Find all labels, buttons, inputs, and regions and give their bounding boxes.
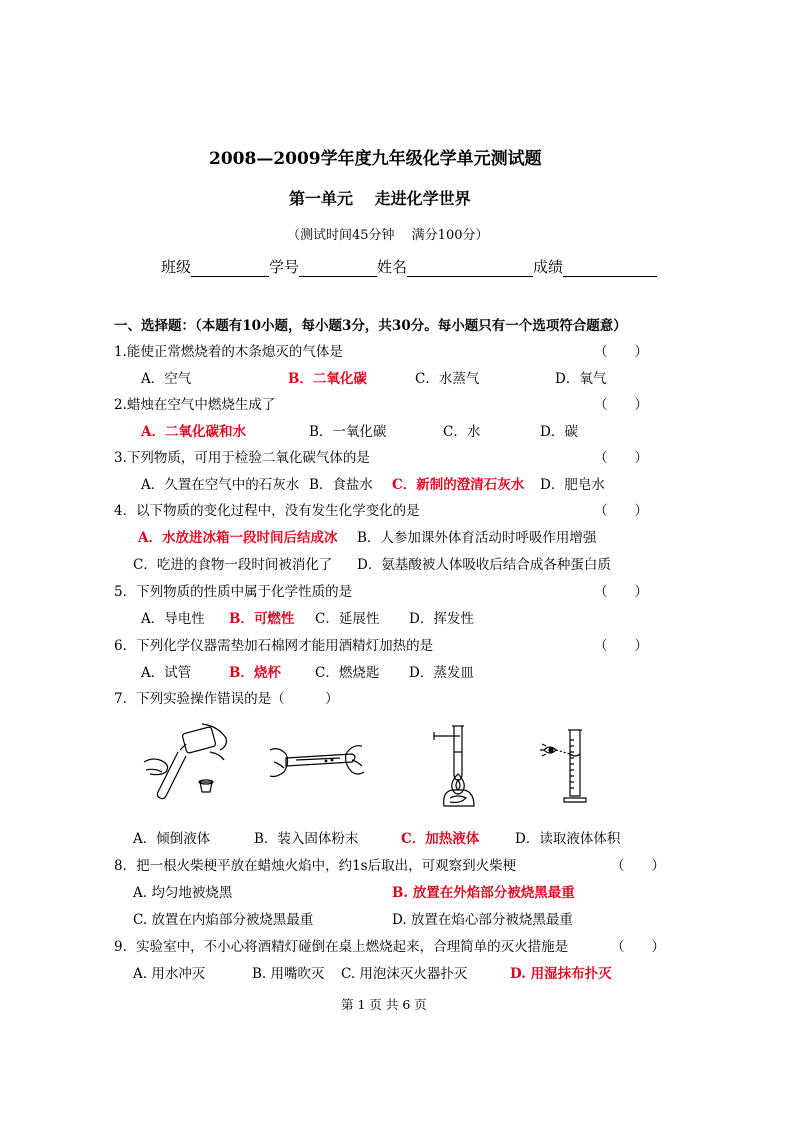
q9-option-c: C. 用泡沫灭火器扑灭	[341, 966, 468, 982]
student-info-line	[161, 256, 657, 277]
q6-option-b-correct: B．烧杯	[229, 665, 281, 681]
q4-option-d: D．氨基酸被人体吸收后结合成各种蛋白质	[357, 557, 611, 573]
q3-option-b: B．食盐水	[309, 477, 373, 493]
field-score-label: 成绩	[533, 258, 564, 276]
q6-option-a: A．试管	[141, 665, 192, 681]
q2-option-a-correct: A．二氧化碳和水	[141, 424, 246, 440]
q5-option-d: D．挥发性	[409, 611, 474, 627]
score-blank[interactable]	[563, 261, 657, 277]
q1-stem: 1.能使正常燃烧着的木条熄灭的气体是	[114, 344, 343, 360]
q1-option-a: A．空气	[141, 371, 192, 387]
q8-option-d: D. 放置在焰心部分被烧黑最重	[392, 912, 573, 928]
q1-option-d: D．氧气	[555, 371, 607, 387]
q9-option-d-correct: D. 用湿抹布扑灭	[510, 966, 612, 982]
q6-option-c: C．燃烧匙	[315, 665, 380, 681]
q5-stem: 5．下列物质的性质中属于化学性质的是	[114, 584, 353, 600]
heating-liquid-illustration	[430, 722, 490, 808]
q5-option-b-correct: B．可燃性	[229, 611, 295, 627]
q3-option-a: A．久置在空气中的石灰水	[141, 477, 300, 493]
q4-option-c: C．吃进的食物一段时间被消化了	[133, 557, 333, 573]
q8-option-a: A. 均匀地被烧黑	[133, 885, 233, 901]
q8-option-c: C. 放置在内焰部分被烧黑最重	[133, 912, 314, 928]
q5-answer-paren[interactable]: （ ）	[594, 584, 648, 600]
unit-title: 第一单元 走进化学世界	[289, 189, 471, 208]
q4-answer-paren[interactable]: （ ）	[594, 503, 648, 519]
q7-stem: 7．下列实验操作错误的是（ ）	[114, 691, 339, 707]
q9-stem: 9．实验室中，不小心将酒精灯碰倒在桌上燃烧起来，合理简单的灭火措施是	[114, 939, 569, 955]
page-footer: 第 1 页 共 6 页	[341, 997, 427, 1012]
q5-option-a: A．导电性	[141, 611, 205, 627]
q9-option-a: A. 用水冲灭	[133, 966, 206, 982]
q3-option-d: D．肥皂水	[540, 477, 605, 493]
q7-option-a: A．倾倒液体	[133, 831, 211, 847]
q1-answer-paren[interactable]: （ ）	[594, 344, 648, 360]
reading-volume-illustration	[534, 726, 608, 806]
q2-answer-paren[interactable]: （ ）	[594, 397, 648, 413]
q4-option-b: B．人参加课外体育活动时呼吸作用增强	[357, 530, 597, 546]
q9-option-b: B. 用嘴吹灭	[252, 966, 325, 982]
field-id-label: 学号	[269, 258, 300, 276]
q1-option-b-correct: B．二氧化碳	[288, 371, 367, 387]
q2-option-b: B．一氧化碳	[309, 424, 387, 440]
name-blank[interactable]	[407, 261, 533, 277]
q9-answer-paren[interactable]: （ ）	[611, 939, 665, 955]
field-class-label: 班级	[161, 258, 192, 276]
id-blank[interactable]	[299, 261, 377, 277]
q6-answer-paren[interactable]: （ ）	[594, 638, 648, 654]
q4-option-a-correct: A．水放进冰箱一段时间后结成冰	[138, 530, 338, 546]
page-title: 2008—2009学年度九年级化学单元测试题	[209, 149, 542, 169]
q4-stem: 4．以下物质的变化过程中，没有发生化学变化的是	[114, 503, 420, 519]
q6-option-d: D．蒸发皿	[409, 665, 474, 681]
q6-stem: 6．下列化学仪器需垫加石棉网才能用酒精灯加热的是	[114, 638, 434, 654]
field-name-label: 姓名	[377, 258, 408, 276]
class-blank[interactable]	[191, 261, 269, 277]
q7-option-d: D．读取液体体积	[515, 831, 621, 847]
q3-answer-paren[interactable]: （ ）	[594, 450, 648, 466]
q7-option-c-correct: C．加热液体	[401, 831, 480, 847]
time-info: （测试时间45分钟 满分100分）	[287, 228, 489, 243]
q1-option-c: C．水蒸气	[415, 371, 480, 387]
q3-stem: 3.下列物质，可用于检验二氧化碳气体的是	[114, 450, 370, 466]
q8-option-b-correct: B. 放置在外焰部分被烧黑最重	[392, 885, 575, 901]
section1-heading: 一、选择题：（本题有10小题，每小题3分，共30分。每小题只有一个选项符合题意）	[114, 318, 627, 334]
q8-answer-paren[interactable]: （ ）	[611, 858, 665, 874]
q8-stem: 8．把一根火柴梗平放在蜡烛火焰中，约1s后取出，可观察到火柴梗	[114, 858, 517, 874]
q3-option-c-correct: C．新制的澄清石灰水	[392, 477, 525, 493]
q5-option-c: C．延展性	[315, 611, 380, 627]
q7-option-b: B．装入固体粉末	[254, 831, 359, 847]
pouring-liquid-illustration	[140, 722, 232, 802]
q2-option-d: D．碳	[540, 424, 578, 440]
adding-solid-powder-illustration	[266, 732, 366, 792]
q2-stem: 2.蜡烛在空气中燃烧生成了	[114, 397, 276, 413]
q2-option-c: C．水	[443, 424, 481, 440]
